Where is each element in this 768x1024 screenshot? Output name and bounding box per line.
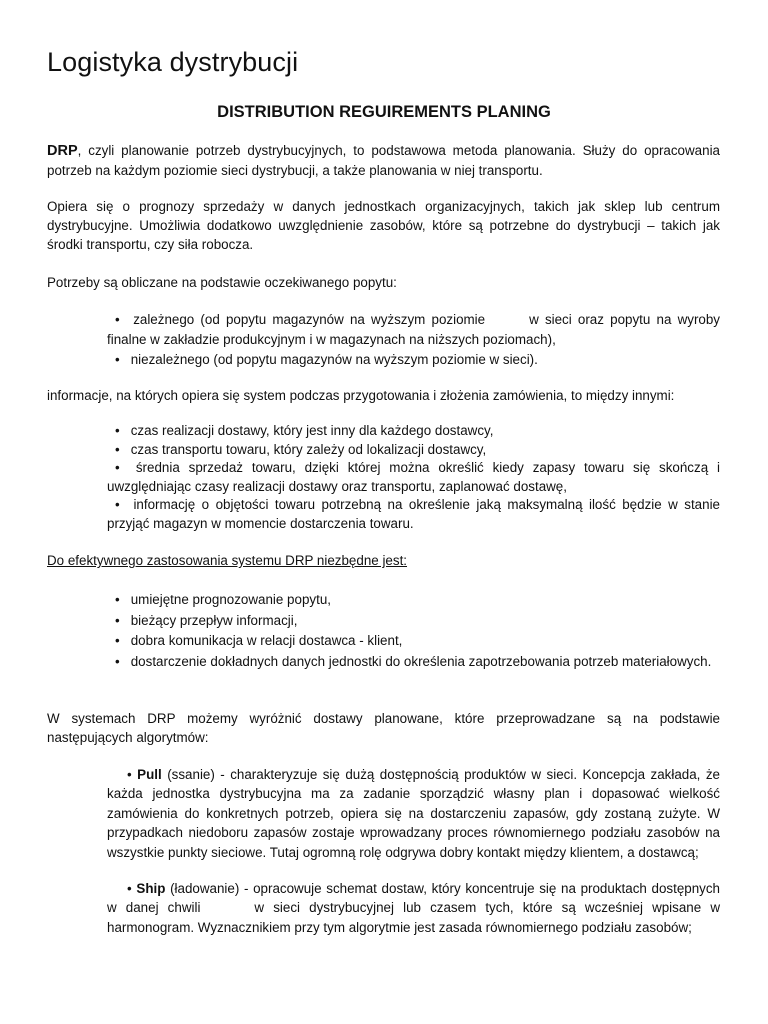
bullet-icon: • — [115, 352, 120, 367]
needs-intro-paragraph: Potrzeby są obliczane na podstawie oczekiwanego popytu: — [47, 275, 397, 290]
section-heading: DISTRIBUTION REGUIREMENTS PLANING — [217, 103, 551, 121]
list-item — [107, 421, 720, 440]
list-item-text: dobra komunikacja w relacji dostawca - klient, — [130, 633, 403, 648]
intro-text: , czyli planowanie potrzeb dystrybucyjnych, to podstawowa metoda planowania. Służy do opracowania potrzeb na każdym poziomie sieci dystrybucji, a także planowania w niej transportu. — [47, 143, 720, 179]
bullet-icon: • — [115, 312, 120, 327]
list-item-text: zależnego (od popytu magazynów na wyższym poziomie — [133, 312, 486, 327]
algorithm-pull-item — [107, 765, 720, 862]
list-item — [107, 611, 720, 630]
ship-description-continued: w sieci dystrybucyjnej lub czasem tych, które są wcześniej wpisane w harmonogram. Wyznacznikiem przy tym algorytmie jest zasada równomiernego podziału zasobów; — [107, 900, 720, 935]
list-item-text: czas transportu towaru, który zależy od lokalizacji dostawcy, — [130, 442, 487, 457]
bullet-icon: • — [115, 654, 120, 669]
bullet-icon: • — [127, 881, 132, 896]
drp-term: DRP — [47, 143, 78, 159]
list-item — [107, 310, 720, 350]
bullet-icon: • — [127, 767, 132, 782]
forecast-paragraph: Opiera się o prognozy sprzedaży w danych jednostkach organizacyjnych, takich jak sklep lub centrum dystrybucyjne. Umożliwia dodatkowo uwzględnienie zasobów, które są potrzebne do dystrybucji – takich jak środki transportu, czy siła robocza. — [47, 199, 720, 253]
list-item — [107, 440, 720, 459]
intro-paragraph — [47, 141, 720, 180]
pull-term: Pull — [137, 767, 162, 782]
bullet-icon: • — [115, 423, 120, 438]
bullet-icon: • — [115, 633, 120, 648]
bullet-icon: • — [115, 613, 120, 628]
list-item — [107, 458, 720, 496]
list-item-text: czas realizacji dostawy, który jest inny dla każdego dostawcy, — [130, 423, 494, 438]
list-item — [107, 631, 720, 650]
list-item-text: informację o objętości towaru potrzebną na określenie jaką maksymalną ilość będzie w stanie przyjąć magazyn w momencie dostarczenia towaru. — [107, 497, 720, 532]
list-item-text: umiejętne prognozowanie popytu, — [130, 592, 331, 607]
list-item-text: dostarczenie dokładnych danych jednostki do określenia zapotrzebowania potrzeb materiałowych. — [130, 654, 712, 669]
ship-term: Ship — [136, 881, 166, 896]
list-item-text: w sieci oraz popytu na wyroby finalne w zakładzie produkcyjnym i w magazynach na niższych poziomach), — [107, 312, 720, 347]
list-item-text: bieżący przepływ informacji, — [130, 613, 298, 628]
list-item — [107, 652, 720, 673]
bullet-icon: • — [115, 497, 120, 512]
list-item-text: niezależnego (od popytu magazynów na wyższym poziomie w sieci). — [130, 352, 538, 367]
list-item — [107, 590, 720, 609]
algorithms-intro-paragraph: W systemach DRP możemy wyróżnić dostawy planowane, które przeprowadzane są na podstawie następujących algorytmów: — [47, 711, 720, 746]
list-item-text: średnia sprzedaż towaru, dzięki której można określić kiedy zapasy towaru się skończą i uwzględniając czasy realizacji dostawy oraz transportu, zaplanować dostawę, — [107, 460, 720, 495]
ship-description: (ładowanie) - opracowuje schemat dostaw, który koncentruje się na produktach dostępnych w danej chwili — [107, 881, 720, 916]
pull-description: (ssanie) - charakteryzuje się dużą dostępnością produktów w sieci. Koncepcja zakłada, że każda jednostka dystrybucyjna ma za zadanie sporządzić własny plan i dopasować wielkość zamówienia do konkretnych potrzeb, opiera się na dostarczeniu zapasów, gdy zostaną zużyte. W przypadkach niedoboru zapasów zostaje wprowadzany proces równomiernego podziału zasobów na wszystkie punkty sieciowe. Tutaj ogromną rolę odgrywa dobry kontakt między klientem, a dostawcą; — [107, 767, 720, 860]
bullet-icon: • — [115, 592, 120, 607]
requirements-heading: Do efektywnego zastosowania systemu DRP niezbędne jest: — [47, 553, 408, 568]
order-info-paragraph: informacje, na których opiera się system podczas przygotowania i złożenia zamówienia, to między innymi: — [47, 388, 675, 403]
bullet-icon: • — [115, 460, 120, 475]
algorithm-ship-item — [107, 879, 720, 937]
list-item — [107, 495, 720, 533]
document-title: Logistyka dystrybucji — [47, 47, 299, 77]
bullet-icon: • — [115, 442, 120, 457]
list-item — [107, 350, 720, 369]
